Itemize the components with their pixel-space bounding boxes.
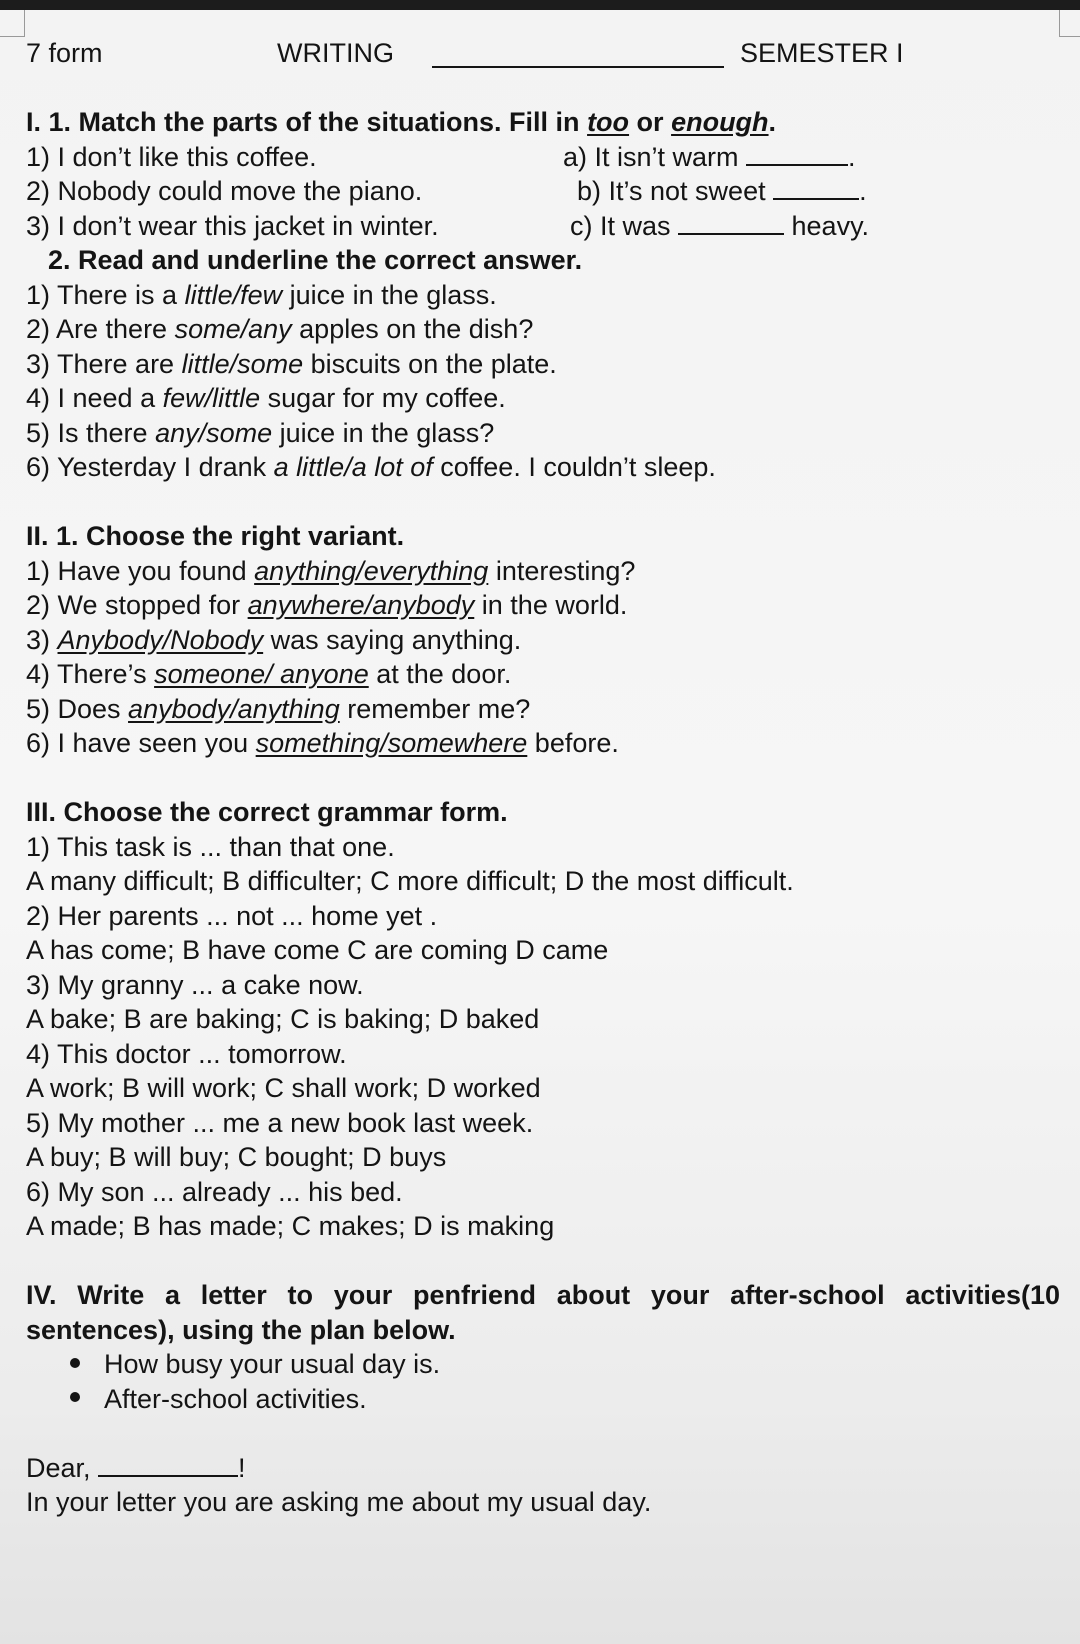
- s4-line: 2) Her parents ... not ... home yet .: [26, 900, 438, 931]
- section-1-title: I. 1. Match the parts of the situations. Fill in too or enough.: [26, 107, 777, 137]
- s4-line: 3) My granny ... a cake now.: [26, 969, 364, 1000]
- section-5-title-line2: sentences), using the plan below.: [26, 1314, 456, 1345]
- dear-line: Dear, !: [26, 1452, 246, 1483]
- s2-item: 3) There are little/some biscuits on the plate.: [26, 348, 557, 379]
- bullet-icon: [70, 1358, 80, 1368]
- s4-line: 1) This task is ... than that one.: [26, 831, 395, 862]
- blank-a: [746, 142, 848, 166]
- s4-line: 4) This doctor ... tomorrow.: [26, 1038, 347, 1069]
- crop-mark-left: [0, 10, 25, 37]
- s4-line: 5) My mother ... me a new book last week.: [26, 1107, 534, 1138]
- section-3-title: II. 1. Choose the right variant.: [26, 521, 405, 551]
- match-row-1: 1) I don’t like this coffee. a) It isn’t warm .: [26, 140, 1062, 175]
- s3-item: 1) Have you found anything/everything interesting?: [26, 555, 636, 586]
- s4-line: A work; B will work; C shall work; D worked: [26, 1073, 541, 1103]
- worksheet: [26, 36, 1062, 1520]
- s3-item: 3) Anybody/Nobody was saying anything.: [26, 624, 522, 655]
- s4-line: A buy; B will buy; C bought; D buys: [26, 1142, 447, 1172]
- s3-item: 2) We stopped for anywhere/anybody in the world.: [26, 590, 628, 620]
- section-2-title: 2. Read and underline the correct answer.: [48, 245, 583, 275]
- s4-line: A many difficult; B difficulter; C more difficult; D the most difficult.: [26, 866, 794, 896]
- s4-line: 6) My son ... already ... his bed.: [26, 1176, 403, 1207]
- section-5-title-line1: IV. Write a letter to your penfriend about your after-school activities(10: [26, 1280, 1060, 1310]
- plan-bullet: How busy your usual day is.: [26, 1347, 1062, 1382]
- bullet-icon: [70, 1392, 80, 1402]
- s4-line: A has come; B have come C are coming D came: [26, 935, 609, 965]
- s2-item: 5) Is there any/some juice in the glass?: [26, 417, 495, 448]
- dear-blank: [98, 1453, 238, 1477]
- s2-item: 1) There is a little/few juice in the glass.: [26, 279, 497, 310]
- name-blank: [432, 66, 724, 68]
- blank-b: [773, 176, 859, 200]
- s3-item: 4) There’s someone/ anyone at the door.: [26, 659, 512, 689]
- plan-bullet: After-school activities.: [26, 1382, 1062, 1417]
- match-row-3: 3) I don’t wear this jacket in winter. c) It was heavy.: [26, 209, 1062, 244]
- match-b: b) It’s not sweet .: [577, 176, 867, 206]
- s2-item: 6) Yesterday I drank a little/a lot of coffee. I couldn’t sleep.: [26, 452, 716, 482]
- word-enough: enough: [671, 107, 769, 137]
- blank-c: [678, 211, 784, 235]
- form-label: 7 form: [26, 38, 103, 68]
- s3-item: 6) I have seen you something/somewhere before.: [26, 728, 619, 758]
- semester-label: SEMESTER I: [740, 38, 904, 68]
- writing-label: WRITING: [277, 38, 394, 68]
- section-4-title: III. Choose the correct grammar form.: [26, 797, 508, 827]
- s2-item: 4) I need a few/little sugar for my coffee.: [26, 383, 506, 413]
- s4-line: A made; B has made; C makes; D is making: [26, 1211, 555, 1241]
- s4-line: A bake; B are baking; C is baking; D baked: [26, 1004, 540, 1034]
- letter-first-line: In your letter you are asking me about my usual day.: [26, 1487, 652, 1517]
- top-bar: [0, 0, 1080, 10]
- s3-item: 5) Does anybody/anything remember me?: [26, 693, 531, 724]
- match-row-2: 2) Nobody could move the piano. b) It’s not sweet .: [26, 174, 1062, 209]
- word-too: too: [587, 107, 630, 137]
- match-c: c) It was heavy.: [570, 210, 870, 241]
- match-a: a) It isn’t warm .: [563, 141, 856, 172]
- crop-mark-right: [1059, 10, 1080, 37]
- s2-item: 2) Are there some/any apples on the dish?: [26, 314, 534, 344]
- header-row: [26, 36, 1062, 71]
